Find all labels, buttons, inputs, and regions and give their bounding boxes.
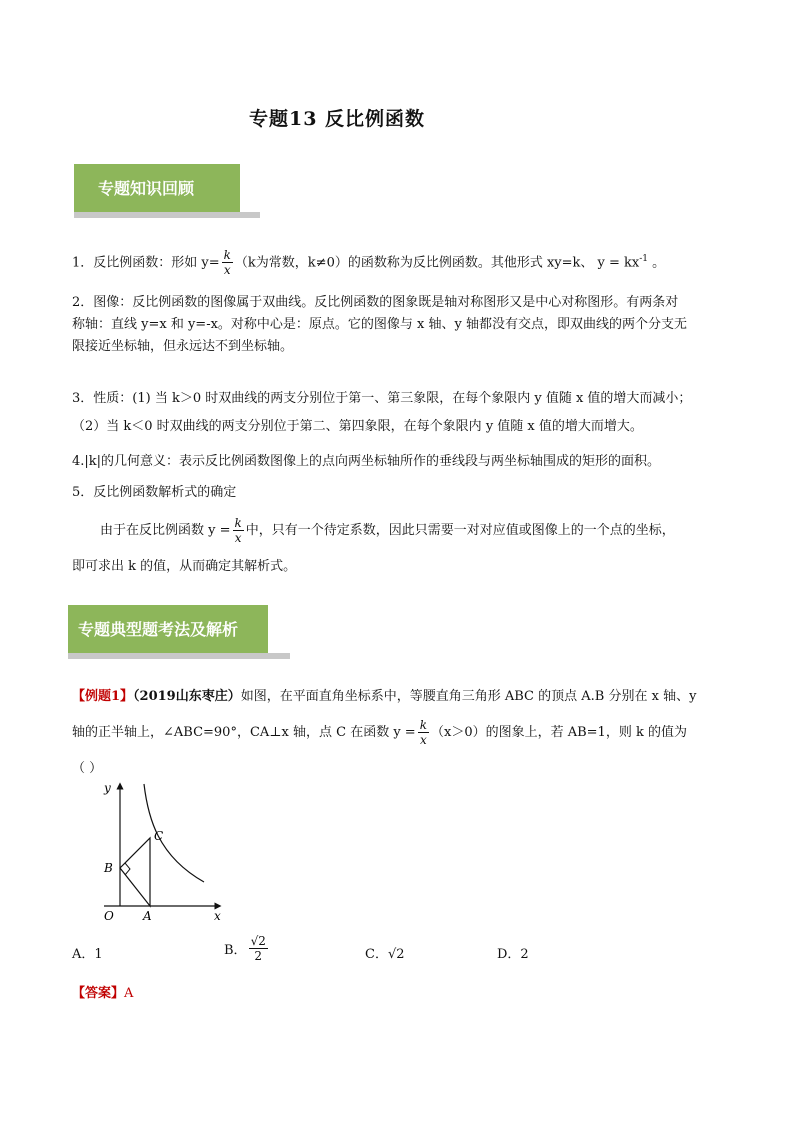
option-prefix: B． (224, 943, 247, 958)
label-b: B (104, 861, 113, 875)
paragraph-determination: 5．反比例函数解析式的确定 (72, 485, 237, 500)
answer-line (72, 982, 133, 1001)
text-line: 3．性质：(1) 当 k＞0 时双曲线的两支分别位于第一、第三象限，在每个象限内 y 值随 x 值的增大而减小； (72, 391, 692, 406)
section-banner-examples (68, 605, 290, 659)
option-a: A．1 (72, 947, 103, 962)
text-segment: （x＞0）的图象上，若 AB=1，则 k 的值为 (430, 725, 687, 740)
fraction-denominator: 2 (254, 949, 263, 963)
option-prefix: C． (365, 947, 388, 962)
option-value: √2 (387, 947, 405, 962)
superscript: -1 (639, 254, 649, 264)
example-source: （2019山东枣庄） (133, 689, 241, 704)
fraction-k-over-x (222, 248, 233, 277)
label-x: x (214, 909, 221, 923)
example-question (72, 686, 732, 708)
hyperbola-curve (144, 784, 204, 882)
coordinate-figure (92, 778, 232, 923)
section-banner-review (74, 164, 260, 218)
fraction-denominator: x (223, 263, 231, 278)
text-line: 称轴：直线 y=x 和 y=-x。对称中心是：原点。它的图像与 x 轴、y 轴都没有交点，即双曲线的两个分支无 (72, 317, 687, 332)
text-line: 2．图像：反比例函数的图像属于双曲线。反比例函数的图象既是轴对称图形又是中心对称图形。有两条对 (72, 295, 679, 310)
answer-blank: （ ） (72, 761, 103, 776)
text-line: 限接近坐标轴，但永远达不到坐标轴。 (72, 339, 294, 354)
label-a: A (143, 909, 152, 923)
label-y: y (104, 781, 111, 795)
fraction-numerator: k (234, 516, 242, 530)
page-title: 专题13 反比例函数 (248, 108, 426, 130)
label-o: O (104, 909, 114, 923)
option-d: D．2 (497, 947, 529, 962)
paragraph-method (100, 516, 740, 545)
paragraph-graph (72, 292, 732, 358)
paragraph-properties (72, 388, 732, 438)
answer-tag: 【答案】 (72, 986, 125, 1001)
option-b (224, 934, 270, 963)
text-segment: 如图，在平面直角坐标系中，等腰直角三角形 ABC 的顶点 A.B 分别在 x 轴、y (240, 689, 697, 704)
fraction-denominator: x (234, 531, 242, 545)
triangle-abc (120, 838, 150, 906)
fraction-denominator: x (419, 733, 427, 747)
fraction-k-over-x (418, 718, 429, 747)
fraction-numerator: k (223, 248, 231, 263)
paragraph-k-meaning: 4.|k|的几何意义：表示反比例函数图像上的点向两坐标轴所作的垂线段与两坐标轴围成的矩形的面积。 (72, 454, 661, 469)
text-segment: 。 (648, 255, 666, 271)
option-c (365, 943, 405, 962)
paragraph-definition (72, 248, 732, 277)
fraction-sqrt2-over-2 (249, 934, 268, 963)
example-question-line2 (72, 718, 732, 747)
section-label: 专题知识回顾 (74, 164, 240, 214)
text-segment: 由于在反比例函数 y = (100, 523, 231, 538)
section-label: 专题典型题考法及解析 (68, 605, 268, 655)
right-angle-mark (125, 863, 130, 875)
text-segment: （k为常数，k≠0）的函数称为反比例函数。其他形式 xy=k、 y = kx (234, 255, 640, 271)
example-tag: 【例题1】 (72, 689, 134, 704)
fraction-k-over-x (233, 516, 244, 545)
text-segment: 中，只有一个待定系数，因此只需要一对对应值或图像上的一个点的坐标， (245, 523, 675, 538)
label-c: C (154, 829, 164, 843)
paragraph-method-cont: 即可求出 k 的值，从而确定其解析式。 (72, 559, 297, 574)
answer-value: A (124, 986, 134, 1001)
text-line: （2）当 k＜0 时双曲线的两支分别位于第二、第四象限，在每个象限内 y 值随 x 值的增大而增大。 (72, 419, 643, 434)
fraction-numerator: √2 (250, 934, 266, 948)
text-segment: 1．反比例函数：形如 y= (72, 255, 220, 271)
fraction-numerator: k (419, 718, 427, 732)
text-segment: 轴的正半轴上，∠ABC=90°，CA⊥x 轴，点 C 在函数 y = (72, 725, 416, 740)
